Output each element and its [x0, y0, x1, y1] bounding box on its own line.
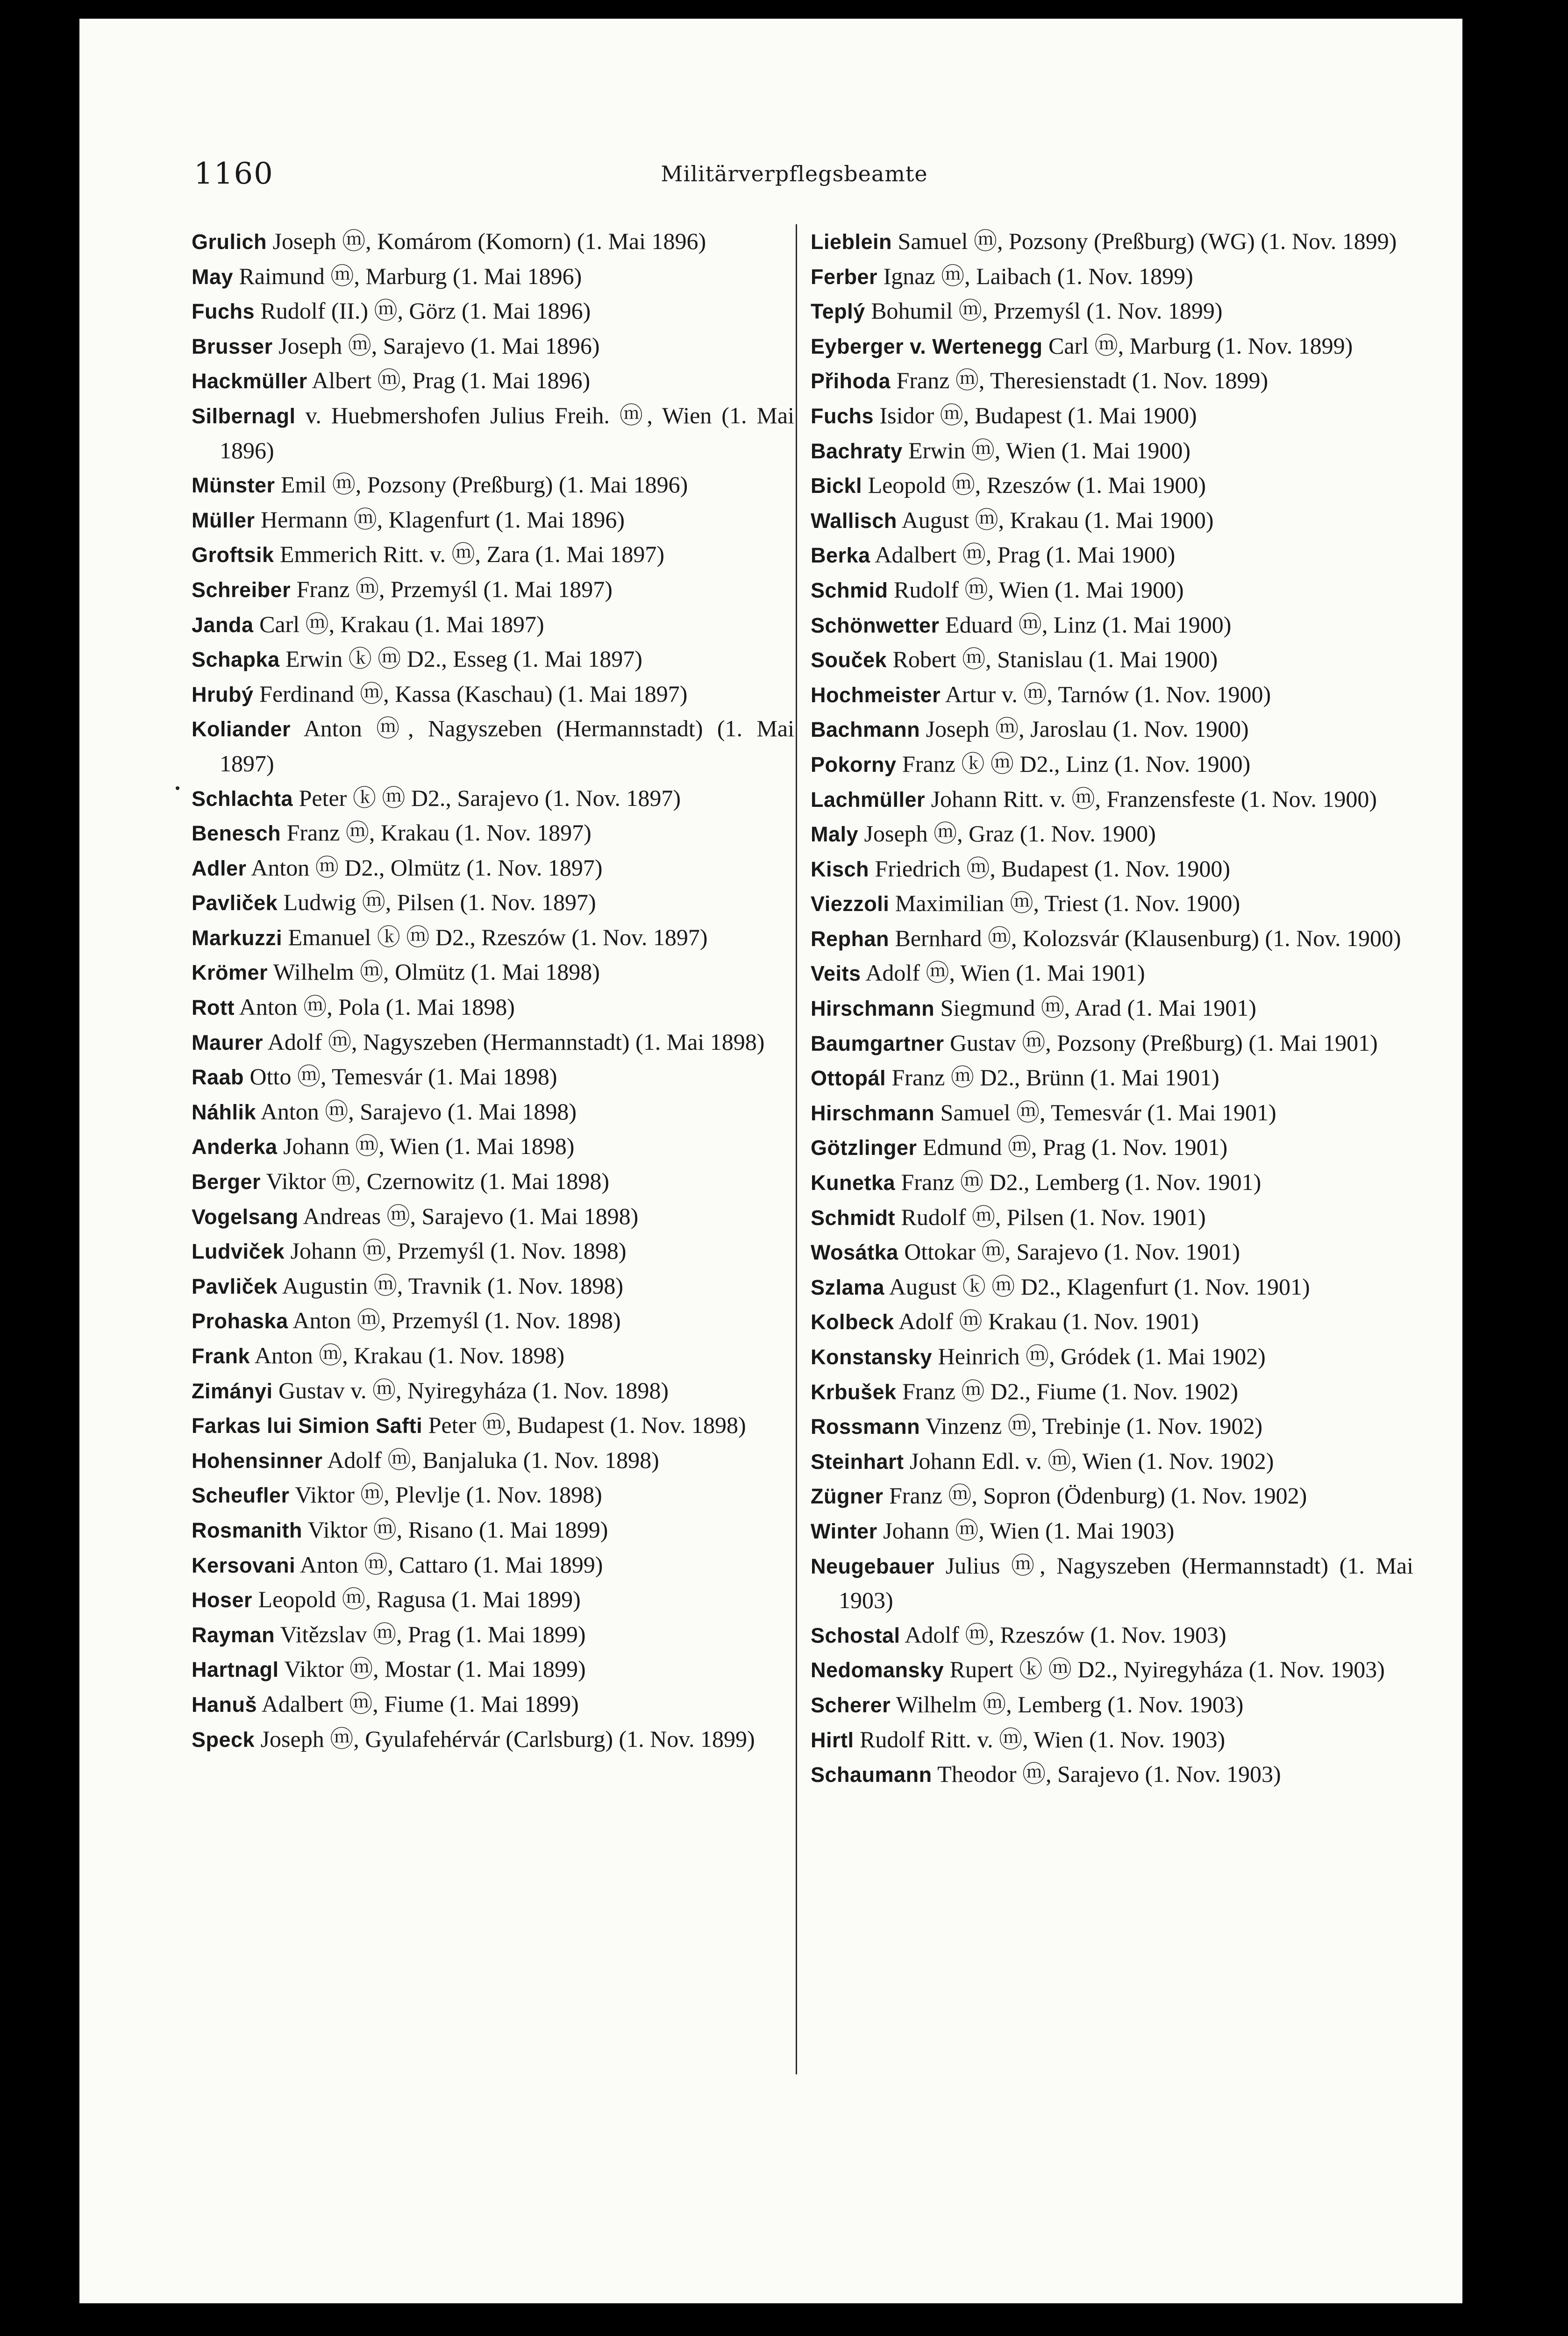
- entry-surname: Hochmeister: [811, 683, 941, 707]
- entry-surname: Kisch: [811, 857, 870, 881]
- entry-surname: Ottopál: [811, 1066, 886, 1090]
- entry-surname: Viezzoli: [811, 892, 890, 916]
- entry-surname: Berger: [192, 1170, 261, 1194]
- entry-surname: Rephan: [811, 926, 890, 951]
- entry-surname: Scherer: [811, 1693, 891, 1717]
- register-entry: [811, 712, 1413, 747]
- register-entry: [811, 399, 1413, 434]
- register-entry: [811, 852, 1413, 887]
- entry-surname: Fuchs: [192, 299, 255, 324]
- entry-surname: Hoser: [192, 1588, 253, 1612]
- register-entry: [192, 399, 794, 468]
- entry-surname: Přihoda: [811, 369, 891, 393]
- register-entry: [192, 1025, 794, 1060]
- entry-surname: Wosátka: [811, 1240, 898, 1265]
- register-entry: [811, 1304, 1413, 1339]
- entry-surname: Kunetka: [811, 1171, 896, 1195]
- entry-details: Siegmund ⓜ, Arad (1. Mai 1901): [934, 995, 1256, 1021]
- register-entry: [811, 642, 1413, 677]
- register-entry: [192, 1374, 794, 1409]
- register-entry: [811, 1270, 1413, 1305]
- entry-details: Johann Edl. v. ⓜ, Wien (1. Nov. 1902): [904, 1447, 1274, 1474]
- entry-surname: Hirschmann: [811, 997, 935, 1021]
- entry-details: Emil ⓜ, Pozsony (Preßburg) (1. Mai 1896): [275, 471, 688, 498]
- entry-surname: Farkas lui Simion Safti: [192, 1414, 423, 1438]
- entry-surname: Schostal: [811, 1623, 900, 1647]
- entry-details: Ludwig ⓜ, Pilsen (1. Nov. 1897): [278, 889, 596, 916]
- entry-surname: Bachmann: [811, 718, 920, 742]
- register-entry: [811, 468, 1413, 503]
- entry-details: Anton ⓜ, Cattaro (1. Mai 1899): [295, 1551, 603, 1578]
- entry-details: Joseph ⓜ, Jaroslau (1. Nov. 1900): [920, 716, 1249, 742]
- entry-surname: Koliander: [192, 717, 291, 741]
- register-entry: [811, 573, 1413, 608]
- register-entry: [192, 885, 794, 920]
- entry-surname: Kolbeck: [811, 1310, 894, 1334]
- entry-surname: Benesch: [192, 821, 281, 846]
- register-entry: [192, 1582, 794, 1617]
- entry-details: Erwin ⓚ ⓜ D2., Esseg (1. Mai 1897): [279, 646, 642, 672]
- register-entry: [192, 294, 794, 329]
- entry-details: Isidor ⓜ, Budapest (1. Mai 1900): [874, 402, 1197, 428]
- entry-surname: Kersovani: [192, 1553, 296, 1577]
- entry-surname: Raab: [192, 1065, 244, 1090]
- register-entry: [811, 1096, 1413, 1131]
- entry-details: Johann ⓜ, Wien (1. Mai 1903): [877, 1517, 1175, 1544]
- entry-surname: Hirtl: [811, 1728, 854, 1752]
- entry-surname: Rosmanith: [192, 1518, 303, 1542]
- entry-surname: Schmidt: [811, 1205, 896, 1230]
- entry-details: Viktor ⓜ, Czernowitz (1. Mai 1898): [261, 1168, 610, 1195]
- register-entry: [811, 538, 1413, 573]
- register-entry: [811, 921, 1413, 956]
- entry-details: Peter ⓚ ⓜ D2., Sarajevo (1. Nov. 1897): [293, 784, 681, 811]
- entry-details: Johann Ritt. v. ⓜ, Franzensfeste (1. Nov. 1900): [925, 785, 1377, 812]
- entry-details: Maximilian ⓜ, Triest (1. Nov. 1900): [889, 890, 1240, 917]
- entry-surname: Náhlik: [192, 1100, 257, 1124]
- entry-details: Wilhelm ⓜ, Olmütz (1. Mai 1898): [268, 959, 600, 985]
- entry-details: Leopold ⓜ, Rzeszów (1. Mai 1900): [862, 472, 1206, 499]
- entry-surname: May: [192, 264, 234, 289]
- register-entry: [192, 224, 794, 259]
- entry-details: Hermann ⓜ, Klagenfurt (1. Mai 1896): [255, 506, 625, 533]
- register-entry: [811, 817, 1413, 852]
- entry-surname: Schmid: [811, 578, 888, 602]
- entry-surname: Janda: [192, 612, 254, 637]
- register-entry: [811, 434, 1413, 469]
- entry-details: Otto ⓜ, Temesvár (1. Mai 1898): [244, 1063, 557, 1090]
- entry-surname: Lachmüller: [811, 787, 926, 812]
- entry-details: Anton ⓜ, Sarajevo (1. Mai 1898): [256, 1098, 577, 1125]
- entry-details: Franz ⓜ D2., Lemberg (1. Nov. 1901): [895, 1169, 1262, 1196]
- register-entry: [811, 677, 1413, 712]
- entry-surname: Hackmüller: [192, 369, 307, 393]
- register-entry: [192, 1095, 794, 1130]
- entry-details: Rudolf ⓜ, Wien (1. Mai 1900): [888, 576, 1184, 603]
- entry-surname: Adler: [192, 856, 247, 880]
- register-entry: [192, 1129, 794, 1164]
- entry-details: Bernhard ⓜ, Kolozsvár (Klausenburg) (1. Nov. 1900): [889, 925, 1401, 951]
- print-speck: [176, 786, 179, 790]
- register-entry: [192, 1339, 794, 1374]
- register-entry: [811, 224, 1413, 259]
- running-head: Militärverpflegsbeamte: [661, 161, 928, 186]
- entry-details: Adolf ⓜ, Nagyszeben (Hermannstadt) (1. Mai 1898): [263, 1028, 765, 1055]
- entry-surname: Schönwetter: [811, 613, 940, 637]
- register-entry: [192, 1234, 794, 1269]
- register-entry: [811, 608, 1413, 643]
- left-column: [192, 224, 794, 1757]
- entry-details: Erwin ⓜ, Wien (1. Mai 1900): [902, 437, 1190, 463]
- entry-details: Joseph ⓜ, Gyulafehérvár (Carlsburg) (1. Nov. 1899): [255, 1725, 755, 1752]
- entry-surname: Silbernagl: [192, 404, 296, 428]
- entry-details: Adolf ⓜ Krakau (1. Nov. 1901): [894, 1308, 1199, 1335]
- register-entry: [811, 1061, 1413, 1096]
- entry-details: Rupert ⓚ ⓜ D2., Nyiregyháza (1. Nov. 1903): [944, 1656, 1385, 1683]
- entry-surname: Zügner: [811, 1484, 884, 1509]
- entry-surname: Rott: [192, 996, 235, 1020]
- entry-details: Carl ⓜ, Krakau (1. Mai 1897): [253, 611, 544, 637]
- entry-details: Julius ⓜ, Nagyszeben (Hermannstadt) (1. Mai 1903): [839, 1552, 1413, 1614]
- register-entry: [811, 1549, 1413, 1618]
- entry-details: Artur v. ⓜ, Tarnów (1. Nov. 1900): [941, 681, 1271, 707]
- entry-surname: Schapka: [192, 648, 280, 672]
- entry-details: Edmund ⓜ, Prag (1. Nov. 1901): [917, 1134, 1228, 1161]
- entry-surname: Winter: [811, 1519, 877, 1543]
- entry-surname: Schlachta: [192, 786, 293, 811]
- register-entry: [192, 468, 794, 503]
- entry-surname: Hohensinner: [192, 1448, 323, 1473]
- register-entry: [811, 1375, 1413, 1410]
- entry-details: Anton ⓜ D2., Olmütz (1. Nov. 1897): [246, 854, 603, 881]
- register-entry: [192, 1060, 794, 1095]
- entry-details: Franz ⓜ, Krakau (1. Nov. 1897): [281, 819, 592, 846]
- register-entry: [192, 537, 794, 572]
- entry-details: Rudolf ⓜ, Pilsen (1. Nov. 1901): [895, 1204, 1206, 1230]
- entry-surname: Wallisch: [811, 508, 897, 533]
- entry-surname: Bachraty: [811, 439, 903, 463]
- register-entry: [811, 1165, 1413, 1200]
- entry-surname: Berka: [811, 543, 870, 568]
- entry-surname: Pavliček: [192, 891, 278, 915]
- entry-surname: Schreiber: [192, 577, 291, 602]
- entry-details: Adolf ⓜ, Rzeszów (1. Nov. 1903): [900, 1621, 1226, 1648]
- entry-details: Augustin ⓜ, Travnik (1. Nov. 1898): [278, 1272, 624, 1299]
- entry-details: Anton ⓜ, Pola (1. Mai 1898): [234, 994, 515, 1020]
- entry-surname: Anderka: [192, 1135, 278, 1159]
- entry-details: Franz ⓜ, Theresienstadt (1. Nov. 1899): [891, 367, 1269, 394]
- entry-surname: Eyberger v. Wertenegg: [811, 334, 1043, 358]
- register-entry: [192, 1722, 794, 1757]
- register-entry: [811, 363, 1413, 399]
- entry-details: Albert ⓜ, Prag (1. Mai 1896): [307, 367, 591, 394]
- entry-surname: Brusser: [192, 334, 273, 358]
- register-entry: [192, 955, 794, 990]
- register-entry: [192, 816, 794, 851]
- entry-details: Adolf ⓜ, Wien (1. Mai 1901): [861, 960, 1145, 986]
- entry-details: Carl ⓜ, Marburg (1. Nov. 1899): [1042, 332, 1353, 359]
- register-entry: [192, 642, 794, 677]
- entry-surname: Hartnagl: [192, 1658, 279, 1682]
- entry-surname: Ferber: [811, 264, 878, 289]
- entry-details: Raimund ⓜ, Marburg (1. Mai 1896): [233, 263, 582, 289]
- entry-details: Viktor ⓜ, Risano (1. Mai 1899): [302, 1516, 608, 1543]
- register-entry: [811, 329, 1413, 364]
- entry-surname: Krömer: [192, 961, 268, 985]
- entry-surname: Markuzzi: [192, 926, 283, 950]
- register-entry: [192, 1687, 794, 1722]
- entry-details: Viktor ⓜ, Plevlje (1. Nov. 1898): [289, 1481, 602, 1508]
- entry-details: Johann ⓜ, Przemyśl (1. Nov. 1898): [285, 1238, 627, 1264]
- entry-details: Robert ⓜ, Stanislau (1. Mai 1900): [887, 646, 1218, 673]
- entry-details: Wilhelm ⓜ, Lemberg (1. Nov. 1903): [891, 1691, 1244, 1717]
- register-entry: [811, 294, 1413, 329]
- register-entry: [811, 1514, 1413, 1549]
- entry-surname: Zimányi: [192, 1379, 273, 1403]
- entry-details: Franz ⓜ, Przemyśl (1. Mai 1897): [291, 576, 613, 602]
- register-entry: [192, 712, 794, 781]
- entry-details: Emanuel ⓚ ⓜ D2., Rzeszów (1. Nov. 1897): [282, 924, 708, 950]
- entry-details: Ferdinand ⓜ, Kassa (Kaschau) (1. Mai 1897): [253, 680, 688, 707]
- entry-details: Joseph ⓜ, Graz (1. Nov. 1900): [858, 820, 1156, 847]
- register-entry: [192, 503, 794, 538]
- register-entry: [192, 851, 794, 886]
- entry-surname: Prohaska: [192, 1309, 288, 1333]
- register-entry: [192, 1548, 794, 1583]
- entry-surname: Groftsik: [192, 543, 274, 567]
- register-entry: [811, 782, 1413, 817]
- entry-details: v. Huebmershofen Julius Freih. ⓜ, Wien (1. Mai 1896): [220, 402, 794, 463]
- register-entry: [811, 991, 1413, 1026]
- entry-surname: Rayman: [192, 1623, 275, 1647]
- entry-details: Gustav v. ⓜ, Nyiregyháza (1. Nov. 1898): [272, 1377, 669, 1403]
- register-entry: [811, 1235, 1413, 1270]
- entry-surname: Neugebauer: [811, 1554, 935, 1578]
- entry-details: Franz ⓚ ⓜ D2., Linz (1. Nov. 1900): [896, 750, 1251, 777]
- register-entry: [192, 1443, 794, 1478]
- entry-details: Rudolf Ritt. v. ⓜ, Wien (1. Nov. 1903): [854, 1726, 1226, 1752]
- entry-surname: Nedomansky: [811, 1658, 944, 1682]
- entry-details: Franz ⓜ D2., Fiume (1. Nov. 1902): [896, 1378, 1238, 1404]
- entry-details: Theodor ⓜ, Sarajevo (1. Nov. 1903): [932, 1761, 1281, 1788]
- entry-details: Leopold ⓜ, Ragusa (1. Mai 1899): [252, 1586, 581, 1613]
- entry-details: August ⓜ, Krakau (1. Mai 1900): [897, 506, 1214, 533]
- entry-surname: Maly: [811, 822, 859, 847]
- entry-surname: Rossmann: [811, 1415, 920, 1439]
- register-entry: [192, 920, 794, 955]
- entry-details: Anton ⓜ, Krakau (1. Nov. 1898): [250, 1342, 565, 1368]
- register-entry: [811, 503, 1413, 538]
- register-entry: [811, 1409, 1413, 1444]
- register-entry: [811, 1479, 1413, 1514]
- entry-details: Anton ⓜ, Przemyśl (1. Nov. 1898): [288, 1307, 621, 1334]
- register-entry: [811, 1339, 1413, 1375]
- entry-details: Andreas ⓜ, Sarajevo (1. Mai 1898): [298, 1203, 639, 1229]
- entry-details: Franz ⓜ, Sopron (Ödenburg) (1. Nov. 1902): [883, 1482, 1307, 1509]
- entry-surname: Lieblein: [811, 230, 892, 254]
- entry-details: Emmerich Ritt. v. ⓜ, Zara (1. Mai 1897): [274, 541, 664, 568]
- register-entry: [192, 259, 794, 294]
- entry-surname: Bickl: [811, 474, 862, 498]
- register-entry: [192, 1617, 794, 1652]
- entry-details: Peter ⓜ, Budapest (1. Nov. 1898): [422, 1412, 746, 1439]
- entry-surname: Baumgartner: [811, 1031, 944, 1055]
- register-entry: [811, 1652, 1413, 1688]
- register-entry: [192, 1478, 794, 1513]
- right-column: [811, 224, 1413, 1792]
- entry-details: Franz ⓜ D2., Brünn (1. Mai 1901): [885, 1064, 1219, 1091]
- entry-details: Joseph ⓜ, Sarajevo (1. Mai 1896): [272, 332, 600, 359]
- entry-surname: Konstansky: [811, 1345, 933, 1369]
- page-number: 1160: [194, 157, 274, 191]
- entry-surname: Maurer: [192, 1030, 264, 1054]
- entry-surname: Pokorny: [811, 752, 897, 776]
- register-entry: [811, 886, 1413, 921]
- entry-details: Friedrich ⓜ, Budapest (1. Nov. 1900): [869, 855, 1231, 882]
- entry-surname: Hirschmann: [811, 1101, 935, 1125]
- entry-details: Heinrich ⓜ, Gródek (1. Mai 1902): [932, 1343, 1266, 1369]
- entry-details: Bohumil ⓜ, Przemyśl (1. Nov. 1899): [865, 298, 1223, 324]
- register-entry: [811, 1757, 1413, 1792]
- entry-details: Adolf ⓜ, Banjaluka (1. Nov. 1898): [322, 1446, 659, 1473]
- register-entry: [192, 1513, 794, 1548]
- register-entry: [811, 1026, 1413, 1061]
- register-entry: [192, 607, 794, 642]
- entry-details: Vinzenz ⓜ, Trebinje (1. Nov. 1902): [920, 1413, 1263, 1439]
- entry-details: Anton ⓜ, Nagyszeben (Hermannstadt) (1. Mai 1897): [220, 715, 794, 776]
- entry-surname: Münster: [192, 473, 275, 498]
- column-divider: [796, 224, 797, 2074]
- entry-details: Viktor ⓜ, Mostar (1. Mai 1899): [278, 1656, 586, 1682]
- entry-details: Gustav ⓜ, Pozsony (Preßburg) (1. Mai 1901): [944, 1029, 1378, 1056]
- entry-details: August ⓚ ⓜ D2., Klagenfurt (1. Nov. 1901): [884, 1273, 1310, 1300]
- register-entry: [811, 1688, 1413, 1723]
- register-entry: [811, 1723, 1413, 1758]
- register-entry: [192, 781, 794, 816]
- entry-details: Samuel ⓜ, Temesvár (1. Mai 1901): [934, 1099, 1276, 1125]
- register-entry: [192, 1303, 794, 1339]
- entry-surname: Frank: [192, 1344, 250, 1368]
- entry-details: Adalbert ⓜ, Fiume (1. Mai 1899): [257, 1690, 579, 1717]
- register-entry: [811, 956, 1413, 991]
- entry-details: Ignaz ⓜ, Laibach (1. Nov. 1899): [877, 263, 1193, 289]
- entry-surname: Hanuš: [192, 1692, 257, 1716]
- register-entry: [192, 329, 794, 364]
- register-entry: [192, 1652, 794, 1687]
- entry-surname: Scheufler: [192, 1483, 290, 1508]
- register-entry: [811, 747, 1413, 782]
- entry-surname: Götzlinger: [811, 1136, 917, 1160]
- entry-details: Johann ⓜ, Wien (1. Mai 1898): [277, 1133, 575, 1160]
- register-entry: [192, 363, 794, 399]
- entry-surname: Müller: [192, 508, 255, 532]
- register-entry: [811, 1200, 1413, 1235]
- register-entry: [192, 990, 794, 1025]
- entry-surname: Krbušek: [811, 1380, 897, 1404]
- entry-surname: Vogelsang: [192, 1204, 299, 1229]
- register-entry: [192, 1269, 794, 1304]
- entry-details: Rudolf (II.) ⓜ, Görz (1. Mai 1896): [255, 298, 591, 324]
- entry-surname: Fuchs: [811, 404, 874, 428]
- entry-surname: Schaumann: [811, 1763, 932, 1787]
- register-entry: [192, 1408, 794, 1443]
- entry-surname: Szlama: [811, 1275, 885, 1299]
- entry-details: Adalbert ⓜ, Prag (1. Mai 1900): [870, 541, 1176, 568]
- entry-surname: Teplý: [811, 299, 865, 324]
- entry-details: Samuel ⓜ, Pozsony (Preßburg) (WG) (1. Nov. 1899): [892, 228, 1397, 254]
- entry-surname: Pavliček: [192, 1274, 278, 1298]
- entry-surname: Ludviček: [192, 1239, 285, 1264]
- register-entry: [811, 259, 1413, 294]
- register-entry: [192, 572, 794, 607]
- entry-details: Ottokar ⓜ, Sarajevo (1. Nov. 1901): [898, 1239, 1240, 1265]
- entry-surname: Hrubý: [192, 682, 254, 706]
- entry-surname: Grulich: [192, 230, 267, 254]
- register-entry: [192, 1199, 794, 1234]
- entry-surname: Steinhart: [811, 1449, 904, 1474]
- entry-details: Eduard ⓜ, Linz (1. Mai 1900): [939, 611, 1232, 638]
- register-entry: [192, 677, 794, 712]
- register-entry: [192, 1164, 794, 1199]
- register-entry: [811, 1618, 1413, 1653]
- entry-surname: Souček: [811, 648, 887, 672]
- register-entry: [811, 1130, 1413, 1165]
- entry-surname: Veits: [811, 961, 861, 986]
- entry-details: Vitězslav ⓜ, Prag (1. Mai 1899): [275, 1621, 586, 1647]
- entry-details: Joseph ⓜ, Komárom (Komorn) (1. Mai 1896): [267, 228, 706, 254]
- register-entry: [811, 1444, 1413, 1479]
- entry-surname: Speck: [192, 1727, 255, 1752]
